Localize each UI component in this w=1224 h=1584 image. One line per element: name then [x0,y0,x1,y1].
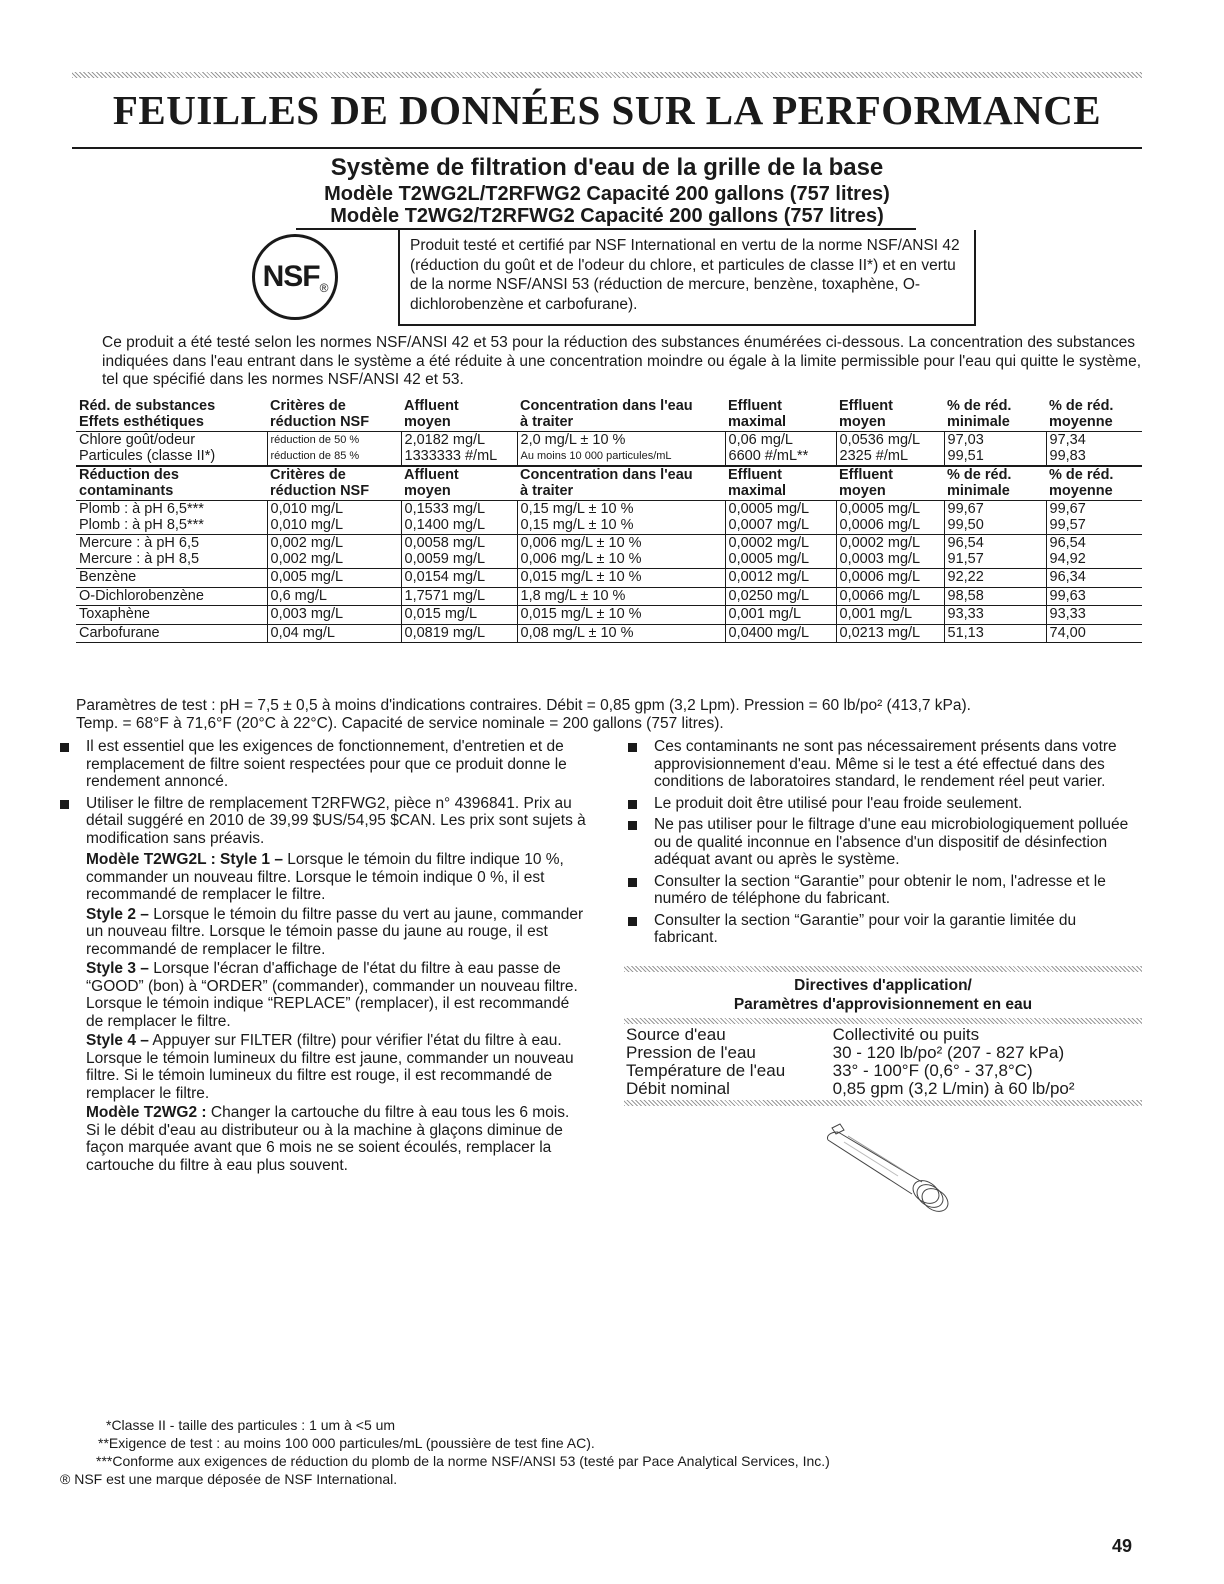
table-cell: 0,0006 mg/L [836,569,944,588]
table-cell: 97,34 99,83 [1046,432,1142,467]
table-cell: Effluent moyen [839,398,893,430]
footnote-4: ® NSF est une marque déposée de NSF International. [60,1471,398,1487]
table-cell: 96,54 94,92 [1046,535,1142,569]
model-line-2: Modèle T2WG2/T2RFWG2 Capacité 200 gallons (757 litres) [330,205,884,227]
table-cell: Mercure : à pH 6,5 Mercure : à pH 8,5 [76,535,267,569]
style-2: Style 2 – Lorsque le témoin du filtre passe du vert au jaune, commander un nouveau filtre. Lorsque le témoin passe du jaune au rouge, il est recommandé de remplacer le filtre. [86,905,584,958]
right-bullet-2: Le produit doit être utilisé pour l'eau froide seulement. [628,795,1142,813]
right-bullet-4: Consulter la section “Garantie” pour obtenir le nom, l'adresse et le numéro de téléphone du fabricant. [628,873,1142,908]
right-column [628,738,1142,951]
top-hatch-rule [72,72,1142,78]
table-cell: 0,010 mg/L 0,010 mg/L [267,501,401,535]
directives-hatch-top [624,966,1142,972]
style-3: Style 3 – Lorsque l'écran d'affichage de l'état du filtre à eau passe de “GOOD” (bon) à “ORDER” (commander), commander un nouveau filtre. Lorsque le témoin indique “REPLACE” (remplacer), il est recommandé de remplacer le filtre. [86,960,578,1030]
model-line-1: Modèle T2WG2L/T2RFWG2 Capacité 200 gallons (757 litres) [324,183,890,205]
table-cell: 0,0066 mg/L [836,587,944,606]
directive-row: Débit nominal 0,85 gpm (3,2 L/min) à 60 lb/po² [626,1079,1075,1098]
table-row [76,535,1142,569]
table-cell: 96,54 91,57 [944,535,1046,569]
table-cell: 0,0536 mg/L 2325 #/mL [836,432,944,467]
table-cell: % de réd. moyenne [1049,467,1114,499]
directives-table [624,1026,1142,1098]
table-cell: 0,0213 mg/L [836,624,944,643]
directive-row: Température de l'eau 33° - 100°F (0,6° - 37,8°C) [626,1061,1033,1080]
table-cell: 0,0005 mg/L 0,0006 mg/L [836,501,944,535]
table-cell: 98,58 [944,587,1046,606]
directives-title: Directives d'application/ Paramètres d'approvisionnement en eau [733,977,1033,1013]
page-title: FEUILLES DE DONNÉES SUR LA PERFORMANCE [112,87,1102,133]
table-cell: 1,7571 mg/L [401,587,517,606]
table-cell: 0,6 mg/L [267,587,401,606]
left-bullet-2: Utiliser le filtre de remplacement T2RFWG2, pièce n° 4396841. Prix au détail suggéré en 2010 de 39,99 $US/54,95 $CAN. Les prix sont sujets à modification sans préavis. [60,795,586,848]
table-row [76,569,1142,588]
table-cell: 0,0005 mg/L 0,0007 mg/L [725,501,836,535]
table-cell: 0,002 mg/L 0,002 mg/L [267,535,401,569]
test-parameters [76,697,1142,732]
table-cell: Critères de réduction NSF [270,467,370,499]
table-cell: 0,1533 mg/L 0,1400 mg/L [401,501,517,535]
right-bullet-1: Ces contaminants ne sont pas nécessairement présents dans votre approvisionnement d'eau. Même si le test a été effectué dans des conditions de laboratoires standard, le rendement réel peut varier. [628,738,1142,791]
test-params-line-2: Temp. = 68°F à 71,6°F (20°C à 22°C). Capacité de service nominale = 200 gallons (757 litres). [76,714,724,732]
table-cell: 92,22 [944,569,1046,588]
table-cell: 0,001 mg/L [836,606,944,625]
table-cell: Effluent maximal [728,467,787,499]
table-cell: 93,33 [944,606,1046,625]
table-cell: Toxaphène [76,606,267,625]
table-cell: Concentration dans l'eau à traiter [520,398,693,430]
table-cell: 99,67 99,50 [944,501,1046,535]
table-row [76,587,1142,606]
page-number: 49 [1112,1536,1133,1556]
table-cell: Effluent moyen [839,467,893,499]
table-cell: 0,0002 mg/L 0,0003 mg/L [836,535,944,569]
title-rule [72,147,1142,149]
table-cell: 0,15 mg/L ± 10 % 0,15 mg/L ± 10 % [517,501,725,535]
table-cell: 0,003 mg/L [267,606,401,625]
table-cell: 0,0400 mg/L [725,624,836,643]
table-cell: 99,67 99,57 [1046,501,1142,535]
table-cell: Réduction des contaminants [79,467,179,499]
table-cell: Affluent moyen [404,398,459,430]
table-cell: 0,015 mg/L [401,606,517,625]
model-t2wg2: Modèle T2WG2 : Changer la cartouche du filtre à eau tous les 6 mois. Si le débit d'eau au distributeur ou à la machine à glaçons diminue de façon marquée avant que 6 mois ne se soient écoulés, remplacer la cartouche du filtre à eau plus souvent. [86,1104,570,1174]
directives-hatch-bottom [624,1100,1142,1106]
table-header-row [76,398,1142,432]
table-cell: réduction de 50 % réduction de 85 % [267,432,401,467]
footnotes [60,1416,830,1488]
table-cell: 0,0250 mg/L [725,587,836,606]
left-column [60,738,586,1176]
directives-hatch-mid [624,1018,1142,1024]
table-cell: 96,34 [1046,569,1142,588]
directive-row: Pression de l'eau 30 - 120 lb/po² (207 - 827 kPa) [626,1043,1065,1062]
performance-table [76,398,1142,643]
table-cell: Chlore goût/odeur Particules (classe II*) [76,432,267,467]
table-cell: Critères de réduction NSF [270,398,370,430]
table-cell: 2,0 mg/L ± 10 % Au moins 10 000 particules/mL [517,432,725,467]
intro-paragraph: Ce produit a été testé selon les normes NSF/ANSI 42 et 53 pour la réduction des substances énumérées ci-dessous. La concentration des substances indiquées dans l'eau entrant dans le système a été réduite à une concentration moindre ou égale à la limite permissible pour l'eau qui quitte le système, tel que spécifié dans les normes NSF/ANSI 42 et 53. [102,334,1142,388]
table-cell: 0,006 mg/L ± 10 % 0,006 mg/L ± 10 % [517,535,725,569]
table-cell: Réd. de substances Effets esthétiques [79,398,216,430]
table-row-aesthetic [76,432,1142,467]
table-cell: 1,8 mg/L ± 10 % [517,587,725,606]
table-cell: Plomb : à pH 6,5*** Plomb : à pH 8,5*** [76,501,267,535]
table-cell: % de réd. moyenne [1049,398,1114,430]
footnote-3: ***Conforme aux exigences de réduction du plomb de la norme NSF/ANSI 53 (testé par Pace Analytical Services, Inc.) [96,1453,830,1469]
left-bullet-1: Il est essentiel que les exigences de fonctionnement, d'entretien et de remplacement de filtre soient respectées pour que ce produit donne le rendement annoncé. [60,738,586,791]
table-row [76,624,1142,643]
table-cell: 93,33 [1046,606,1142,625]
table-cell: Carbofurane [76,624,267,643]
table-cell: 74,00 [1046,624,1142,643]
right-bullet-5: Consulter la section “Garantie” pour voir la garantie limitée du fabricant. [628,912,1142,947]
table-cell: Effluent maximal [728,398,787,430]
footnote-1: *Classe II - taille des particules : 1 um à <5 um [106,1417,396,1433]
table-cell: Affluent moyen [404,467,459,499]
table-cell: 0,04 mg/L [267,624,401,643]
table-header-row [76,466,1142,501]
test-params-line-1: Paramètres de test : pH = 7,5 ± 0,5 à moins d'indications contraires. Débit = 0,85 gpm (3,2 Lpm). Pression = 60 lb/po² (413,7 kPa). [76,697,971,714]
table-cell: 0,06 mg/L 6600 #/mL** [725,432,836,467]
table-cell: 0,08 mg/L ± 10 % [517,624,725,643]
table-cell: 0,0012 mg/L [725,569,836,588]
right-bullet-3: Ne pas utiliser pour le filtrage d'une eau microbiologiquement polluée ou de qualité inconnue en l'absence d'un dispositif de désinfection adéquat avant ou après le système. [628,816,1142,869]
certification-box: Produit testé et certifié par NSF International en vertu de la norme NSF/ANSI 42 (réduction du goût et de l'odeur du chlore, et particules de classe II*) et en vertu de la norme NSF/ANSI 53 (réduction de mercure, benzène, toxaphène, O-dichlorobenzène et carbofurane). [398,230,976,326]
table-cell: 97,03 99,51 [944,432,1046,467]
table-cell: 0,0002 mg/L 0,0005 mg/L [725,535,836,569]
table-cell: 0,001 mg/L [725,606,836,625]
table-cell: % de réd. minimale [947,398,1012,430]
subtitle: Système de filtration d'eau de la grille de la base [330,154,884,181]
table-cell: Benzène [76,569,267,588]
table-cell: 0,0154 mg/L [401,569,517,588]
table-cell: 0,015 mg/L ± 10 % [517,606,725,625]
table-cell: 0,0058 mg/L 0,0059 mg/L [401,535,517,569]
table-row [76,501,1142,535]
table-cell: 0,015 mg/L ± 10 % [517,569,725,588]
table-cell: 0,0819 mg/L [401,624,517,643]
table-cell: 0,005 mg/L [267,569,401,588]
table-cell: 51,13 [944,624,1046,643]
filter-cartridge-icon [818,1118,958,1228]
style-1: Modèle T2WG2L : Style 1 – Lorsque le témoin du filtre indique 10 %, commander un nouveau filtre. Lorsque le témoin indique 0 %, il est recommandé de remplacer le filtre. [86,851,564,903]
table-cell: 99,63 [1046,587,1142,606]
table-cell: 2,0182 mg/L 1333333 #/mL [401,432,517,467]
style-4: Style 4 – Appuyer sur FILTER (filtre) pour vérifier l'état du filtre à eau. Lorsque le témoin lumineux du filtre est jaune, commander un nouveau filtre. Si le témoin lumineux du filtre est rouge, il est recommandé de remplacer le filtre. [86,1032,574,1102]
table-row [76,606,1142,625]
directive-row: Source d'eau Collectivité ou puits [626,1025,980,1044]
table-cell: % de réd. minimale [947,467,1012,499]
table-cell: Concentration dans l'eau à traiter [520,467,693,499]
table-cell: O-Dichlorobenzène [76,587,267,606]
footnote-2: **Exigence de test : au moins 100 000 particules/mL (poussière de test fine AC). [98,1435,595,1451]
nsf-logo-icon: NSF $_®$ [252,234,338,320]
